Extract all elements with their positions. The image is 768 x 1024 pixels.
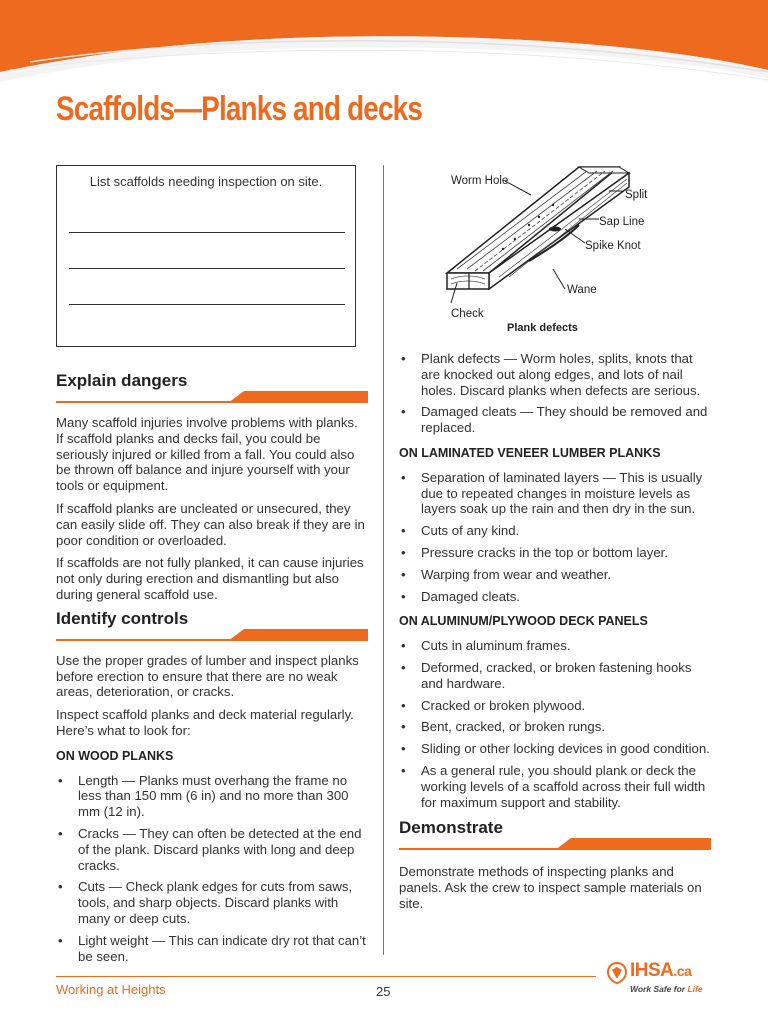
aluminum-panels-list [399,638,711,810]
logo-text [630,960,691,982]
heading-underline-bar [56,629,368,641]
list-item: • Plank defects — Worm holes, splits, knots that are knocked out along edges, and lots of nail holes. Discard planks when defects are serious. [399,351,711,398]
logo-tagline-life: Life [687,984,703,994]
list-item: • Cuts in aluminum frames. [399,638,711,654]
list-item: • Cuts — Check plank edges for cuts from saws, tools, and sharp objects. Discard planks with many or deep cuts. [56,879,368,926]
plank-defects-figure [399,165,711,337]
heading-underline-bar [56,391,368,403]
label-worm-hole: Worm Hole [451,175,509,187]
ihsa-logo[interactable] [606,960,716,1000]
write-line[interactable] [69,232,345,233]
column-divider [383,165,384,955]
list-item: • Bent, cracked, or broken rungs. [399,719,711,735]
section-demonstrate [399,820,711,850]
footer-rule [56,976,596,977]
page-number: 25 [376,984,391,999]
write-line[interactable] [69,304,345,305]
wood-planks-list [56,773,368,965]
list-item: • Length — Planks must overhang the frame no less than 150 mm (6 in) and no more than 300 mm (12 in). [56,773,368,820]
list-item: • Cracks — They can often be detected at the end of the plank. Discard planks with long and deep cracks. [56,826,368,873]
section-identify-controls [56,608,368,641]
list-item: • Deformed, cracked, or broken fastening hooks and hardware. [399,660,711,692]
list-item: • Light weight — This can indicate dry rot that can’t be seen. [56,933,368,965]
label-wane: Wane [567,284,597,296]
subheading-lvl-planks: ON LAMINATED VENEER LUMBER PLANKS [399,445,661,460]
paragraph: Use the proper grades of lumber and inspect planks before erection to ensure that there are no weak areas, deterioration, or cracks. [56,652,359,700]
section-heading: Identify controls [56,608,189,628]
subheading-wood-planks: ON WOOD PLANKS [56,748,174,763]
label-check: Check [451,308,484,320]
list-item: • Cracked or broken plywood. [399,698,711,714]
list-item: • Warping from wear and weather. [399,567,711,583]
list-item: • Sliding or other locking devices in good condition. [399,741,711,757]
list-item: • Cuts of any kind. [399,523,711,539]
heading-underline-bar [399,838,711,850]
label-spike-knot: Spike Knot [585,240,641,252]
identify-body [56,653,368,965]
list-item: • Separation of laminated layers — This is usually due to repeated changes in moisture levels as layers soak up the rain and then dry in the sun. [399,470,711,517]
paragraph: If scaffold planks are uncleated or unsecured, they can easily slide off. They can also break if they are in poor condition or overloaded. [56,500,365,548]
list-item: • Damaged cleats. [399,589,711,605]
list-box-title: List scaffolds needing inspection on site. [89,174,323,189]
explain-body [56,415,368,603]
logo-wordmark: IHSA [630,960,674,981]
lvl-planks-list [399,470,711,605]
list-item: • Damaged cleats — They should be removed and replaced. [399,404,711,436]
logo-suffix: .ca [673,963,692,979]
paragraph: Inspect scaffold planks and deck material regularly. Here’s what to look for: [56,707,354,738]
section-heading: Explain dangers [56,371,188,390]
right-column [399,165,711,919]
section-heading: Demonstrate [399,818,503,838]
label-split: Split [625,189,648,201]
section-explain-dangers [56,373,368,403]
plank-defects-list [399,351,711,436]
logo-tagline [630,984,703,994]
list-item: • As a general rule, you should plank or deck the working levels of a scaffold across their full width for maximum support and stability. [399,763,711,810]
paragraph: Demonstrate methods of inspecting planks and panels. Ask the crew to inspect sample materials on site. [399,864,702,911]
list-item: • Pressure cracks in the top or bottom layer. [399,545,711,561]
page-title: Scaffolds—Planks and decks [56,90,423,128]
subheading-aluminum-panels: ON ALUMINUM/PLYWOOD DECK PANELS [399,614,648,629]
paragraph: If scaffolds are not fully planked, it can cause injuries not only during erection and dismantling but also during general scaffold use. [56,555,364,602]
inspection-list-box [56,165,356,347]
ihsa-logo-icon [606,961,628,985]
left-column [56,165,368,970]
paragraph: Many scaffold injuries involve problems with planks. If scaffold planks and decks fail, you could be seriously injured or killed from a fall. You could also be thrown off balance and injure yourself with your tools or equipment. [56,415,358,494]
header-wave-banner [0,0,768,100]
label-sap-line: Sap Line [599,216,645,228]
logo-tagline-text: Work Safe for [630,984,688,994]
write-line[interactable] [69,268,345,269]
figure-caption: Plank defects [507,322,578,334]
footer-section-name: Working at Heights [56,982,166,997]
